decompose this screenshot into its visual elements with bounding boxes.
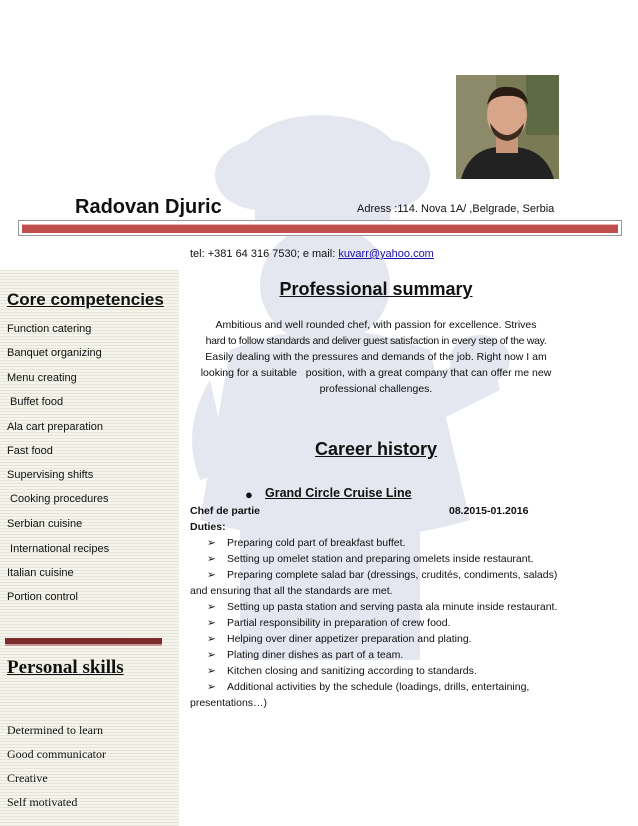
duty-text: Kitchen closing and sanitizing according to standards.	[227, 665, 477, 677]
arrow-bullet-icon: ➢	[207, 537, 216, 549]
job-dates: 08.2015-01.2016	[449, 505, 529, 517]
competency-item: Buffet food	[7, 396, 64, 408]
competency-item: Italian cuisine	[7, 567, 74, 579]
skill-item: Creative	[7, 771, 48, 785]
duty-item	[207, 601, 557, 613]
arrow-bullet-icon: ➢	[207, 633, 216, 645]
duties-label: Duties:	[190, 521, 226, 533]
competency-item: Cooking procedures	[7, 493, 109, 505]
address: Adress :114. Nova 1A/ ,Belgrade, Serbia	[357, 203, 555, 215]
arrow-bullet-icon: ➢	[207, 681, 216, 693]
competency-item: Fast food	[7, 445, 53, 457]
duty-item	[207, 537, 405, 549]
duty-text: Plating diner dishes as part of a team.	[227, 649, 404, 661]
sidebar-divider	[5, 638, 162, 646]
contact-line	[190, 248, 434, 260]
skill-item: Good communicator	[7, 747, 106, 761]
personal-skills-heading: Personal skills	[7, 657, 124, 678]
arrow-bullet-icon: ➢	[207, 601, 216, 613]
duty-item	[207, 569, 557, 581]
duty-text: Additional activities by the schedule (loadings, drills, entertaining,	[227, 681, 530, 693]
competency-item: Serbian cuisine	[7, 518, 83, 530]
duty-continuation: presentations…)	[190, 697, 268, 709]
arrow-bullet-icon: ➢	[207, 553, 216, 565]
skill-item: Determined to learn	[7, 723, 103, 737]
competency-item: International recipes	[7, 543, 110, 555]
summary-line: professional challenges.	[319, 383, 433, 395]
duty-item	[207, 553, 533, 565]
arrow-bullet-icon: ➢	[207, 665, 216, 677]
competency-item: Ala cart preparation	[7, 421, 103, 433]
duty-item	[207, 617, 451, 629]
arrow-bullet-icon: ➢	[207, 649, 216, 661]
arrow-bullet-icon: ➢	[207, 569, 216, 581]
arrow-bullet-icon: ➢	[207, 617, 216, 629]
employer-name: Grand Circle Cruise Line	[265, 486, 412, 500]
job-role: Chef de partie	[190, 505, 261, 517]
skill-item: Self motivated	[7, 795, 78, 809]
header-divider	[18, 220, 622, 236]
duty-text: Partial responsibility in preparation of crew food.	[227, 617, 451, 629]
competency-item: Function catering	[7, 323, 92, 335]
competency-item: Menu creating	[7, 372, 77, 384]
competency-item: Supervising shifts	[7, 469, 94, 481]
summary-line: Easily dealing with the pressures and demands of the job. Right now I am	[205, 351, 547, 363]
duty-text: Preparing complete salad bar (dressings, crudités, condiments, salads)	[227, 569, 558, 581]
duty-text: Helping over diner appetizer preparation and plating.	[227, 633, 472, 645]
candidate-name: Radovan Djuric	[75, 196, 222, 218]
summary-line: Ambitious and well rounded chef, with passion for excellence. Strives	[215, 319, 537, 331]
summary-line: looking for a suitable position, with a great company that can offer me new	[200, 367, 552, 379]
bullet-icon: ●	[245, 487, 253, 502]
competency-item: Portion control	[7, 591, 78, 603]
email-link[interactable]: kuvarr@yahoo.com	[338, 248, 434, 260]
summary-text	[185, 317, 567, 397]
summary-line: hard to follow standards and deliver guest satisfaction in every step of the way.	[205, 335, 547, 347]
duty-item	[207, 681, 529, 693]
core-competencies-heading: Core competencies	[7, 290, 164, 309]
duty-item	[207, 633, 472, 645]
duty-item	[207, 649, 403, 661]
profile-photo	[456, 75, 559, 179]
duty-text: Setting up pasta station and serving pasta ala minute inside restaurant.	[227, 601, 558, 613]
duty-item	[207, 665, 477, 677]
duty-continuation: and ensuring that all the standards are met.	[190, 585, 393, 597]
competency-item: Banquet organizing	[7, 347, 102, 359]
professional-summary-heading: Professional summary	[279, 279, 473, 299]
duty-text: Preparing cold part of breakfast buffet.	[227, 537, 406, 549]
duty-text: Setting up omelet station and preparing omelets inside restaurant.	[227, 553, 534, 565]
career-history-heading: Career history	[314, 439, 438, 459]
phone-text: tel: +381 64 316 7530; e mail:	[190, 248, 339, 260]
